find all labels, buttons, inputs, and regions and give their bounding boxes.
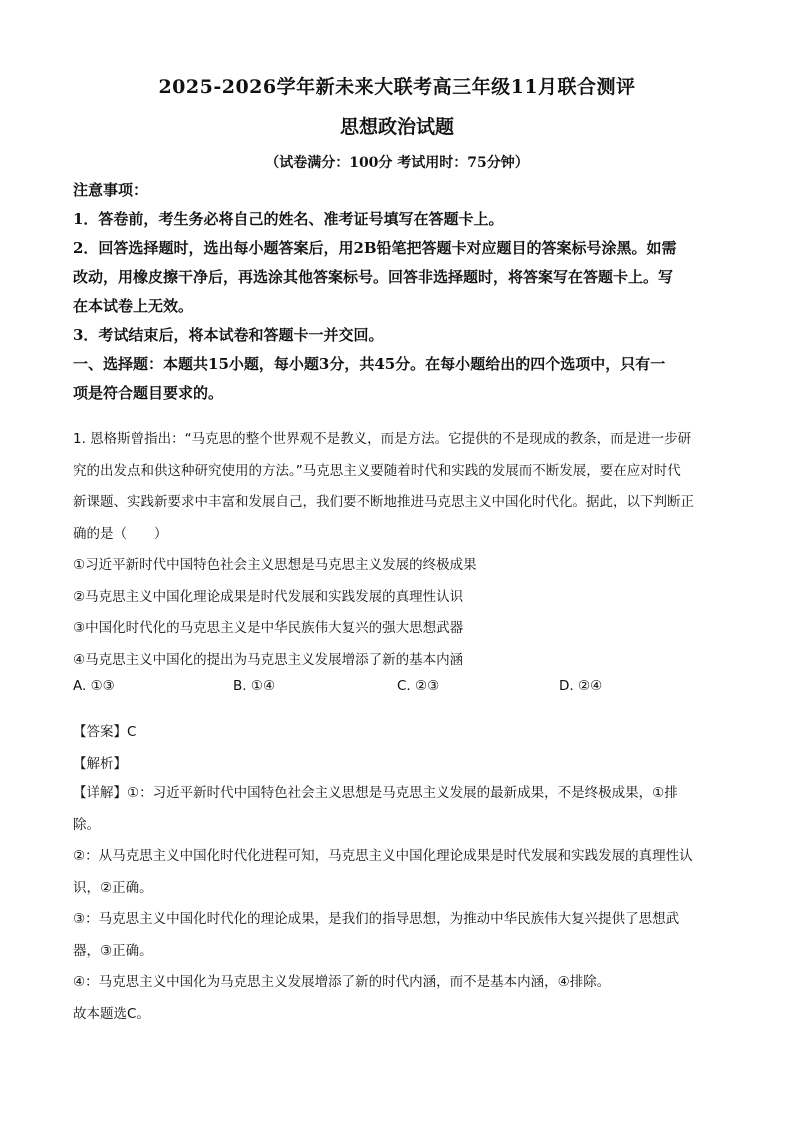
option-b: B. ①④	[233, 678, 276, 694]
statement: ③中国化时代化的马克思主义是中华民族伟大复兴的强大思想武器	[73, 620, 464, 636]
statement: ④马克思主义中国化的提出为马克思主义发展增添了新的基本内涵	[73, 651, 464, 668]
option-a: A. ①③	[73, 678, 115, 694]
notice-line: 2．回答选择题时，选出每小题答案后，用2B铅笔把答题卡对应题目的答案标号涂黑。如需	[73, 239, 677, 257]
statement: ②马克思主义中国化理论成果是时代发展和实践发展的真理性认识	[73, 588, 464, 605]
notice-line: 3．考试结束后，将本试卷和答题卡一并交回。	[73, 326, 384, 344]
detail-line: ④：马克思主义中国化为马克思主义发展增添了新的时代内涵，而不是基本内涵，④排除。	[73, 974, 611, 990]
stem-line: 确的是（ ）	[73, 525, 168, 542]
exam-title: 2025-2026学年新未来大联考高三年级11月联合测评	[158, 76, 636, 98]
statement: ①习近平新时代中国特色社会主义思想是马克思主义发展的终极成果	[73, 557, 477, 573]
detail-line: ②：从马克思主义中国化时代化进程可知，马克思主义中国化理论成果是时代发展和实践发展的真理性认	[73, 848, 693, 864]
notice-section	[73, 176, 723, 408]
answer-options	[73, 678, 723, 702]
stem-line: 究的出发点和供这种研究使用的方法。”马克思主义要随着时代和实践的发展而不断发展，要在应对时代	[73, 462, 681, 479]
answer-label: 【答案】C	[73, 724, 137, 740]
question-detail	[73, 778, 723, 1030]
exam-meta: （试卷满分：100分 考试用时：75分钟）	[265, 155, 529, 171]
analysis-label: 【解析】	[73, 756, 127, 772]
section-heading-line: 项是符合题目要求的。	[73, 384, 224, 402]
exam-subject: 思想政治试题	[339, 116, 454, 138]
notice-heading: 注意事项：	[73, 181, 149, 199]
option-c: C. ②③	[397, 678, 440, 694]
notice-line: 1．答卷前，考生务必将自己的姓名、准考证号填写在答题卡上。	[73, 210, 504, 228]
detail-line: 识，②正确。	[73, 879, 153, 896]
stem-line: 新课题、实践新要求中丰富和发展自己，我们要不断地推进马克思主义中国化时代化。据此，以下判断正	[73, 494, 694, 510]
detail-line: 故本题选C。	[73, 1005, 150, 1022]
question-stem	[73, 424, 723, 676]
option-d: D. ②④	[559, 678, 603, 694]
detail-line: 【详解】①：习近平新时代中国特色社会主义思想是马克思主义发展的最新成果，不是终极成果，①排	[73, 785, 678, 801]
notice-line: 在本试卷上无效。	[73, 297, 194, 315]
detail-line: ③：马克思主义中国化时代化的理论成果，是我们的指导思想，为推动中华民族伟大复兴提供了思想武	[73, 911, 680, 927]
detail-line: 除。	[73, 816, 100, 833]
stem-line: 1. 恩格斯曾指出：“马克思的整个世界观不是教义，而是方法。它提供的不是现成的教条，而是进一步研	[73, 431, 692, 447]
detail-line: 器，③正确。	[73, 942, 153, 959]
notice-line: 改动，用橡皮擦干净后，再选涂其他答案标号。回答非选择题时，将答案写在答题卡上。写	[73, 268, 674, 286]
section-heading-line: 一、选择题：本题共15小题，每小题3分，共45分。在每小题给出的四个选项中，只有一	[73, 355, 666, 373]
